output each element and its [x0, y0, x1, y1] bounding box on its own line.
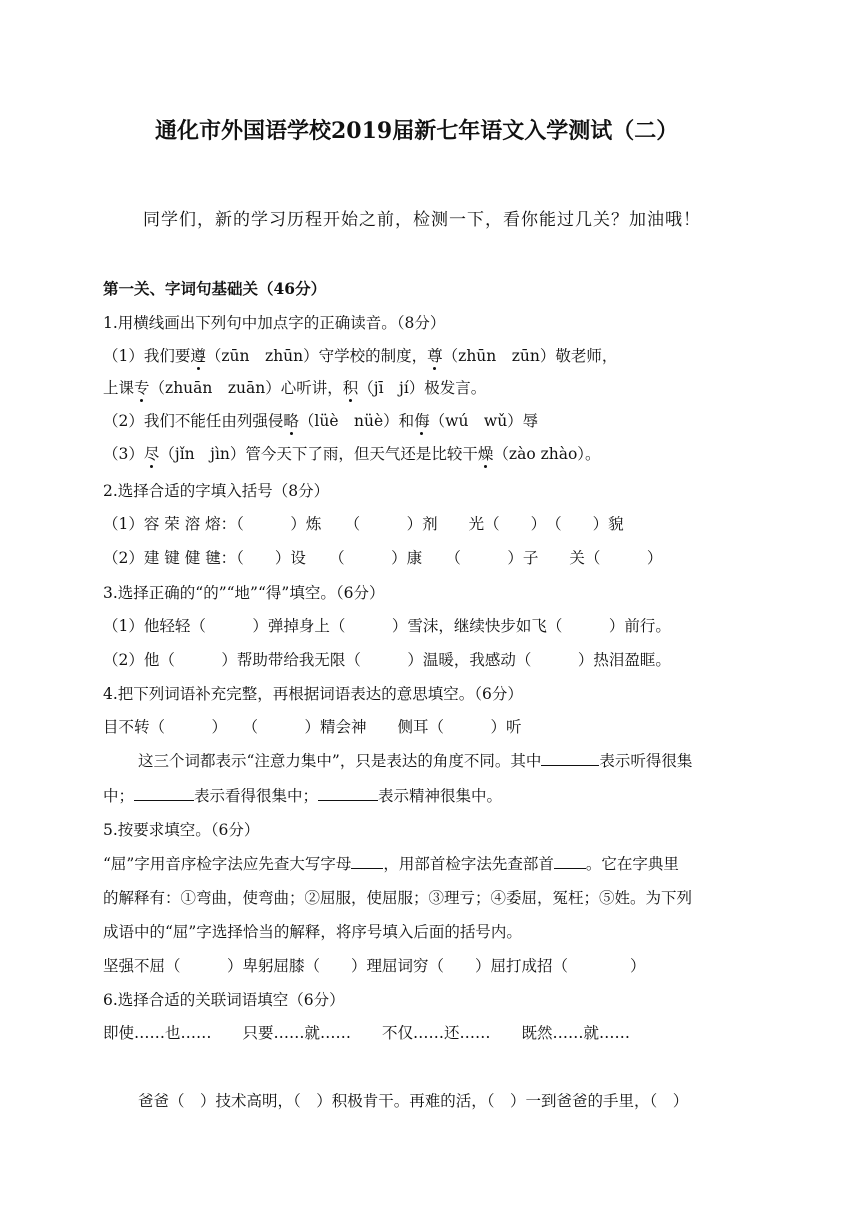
- intro-text: 同学们，新的学习历程开始之前，检测一下，看你能过几关？加油哦！: [143, 210, 701, 230]
- text: （zūn zhūn）守学校的制度，: [205, 347, 428, 365]
- dotted-char: 尽: [143, 445, 160, 463]
- question-6-options: 即使……也…… 只要……就…… 不仅……还…… 既然……就……: [103, 1024, 631, 1042]
- text: （2）我们不能任由列强侵: [103, 412, 284, 430]
- dotted-char: 尊: [427, 347, 443, 365]
- question-6-sentence: 爸爸（ ）技术高明，（ ）积极肯干。再难的活，（ ）一到爸爸的手里，（ ）: [138, 1092, 689, 1110]
- text: （zhūn zūn）敬老师，: [442, 347, 618, 365]
- question-5-line-2: 的解释有：①弯曲，使弯曲；②屈服，使屈服；③理亏；④委屈，冤枉；⑤姓。为下列: [103, 889, 693, 907]
- answer-blank[interactable]: [351, 854, 383, 869]
- question-4-words: 目不转（ ） （ ）精会神 侧耳（ ）听: [103, 718, 522, 736]
- dotted-char: 燥: [477, 445, 494, 463]
- question-6-heading: 6.选择合适的关联词语填空（6分）: [103, 991, 345, 1009]
- question-1-line-2: [103, 378, 486, 398]
- text: “屈”字用音序检字法应先查大写字母: [103, 855, 352, 873]
- question-2-heading: 2.选择合适的字填入括号（8分）: [103, 482, 330, 500]
- text: （wú wǔ）辱: [429, 412, 539, 430]
- text: 表示精神很集中。: [378, 787, 503, 805]
- answer-blank[interactable]: [554, 854, 586, 869]
- dotted-char: 积: [342, 379, 359, 397]
- text: （zào zhào）。: [493, 445, 601, 463]
- text: ，用部首检字法先查部首: [383, 855, 554, 873]
- dotted-char: 略: [283, 412, 299, 430]
- dotted-char: 专: [134, 379, 150, 397]
- question-1-line-3: [103, 411, 538, 431]
- text: （1）我们要: [103, 347, 191, 365]
- text: 。它在字典里: [585, 855, 679, 873]
- answer-blank[interactable]: [134, 786, 194, 801]
- section-heading: 第一关、字词句基础关（46分）: [103, 279, 327, 298]
- question-5-line-1: [103, 854, 679, 874]
- text: 表示听得很集: [599, 752, 693, 770]
- text: 这三个词都表示“注意力集中”，只是表达的角度不同。其中: [138, 752, 542, 770]
- question-1-heading: 1.用横线画出下列句中加点字的正确读音。（8分）: [103, 314, 446, 332]
- question-2-line-1: （1）容 荣 溶 熔：（ ）炼 （ ）剂 光（ ） （ ）貌: [103, 515, 624, 533]
- question-5-line-3: 成语中的“屈”字选择恰当的解释，将序号填入后面的括号内。: [103, 923, 522, 941]
- question-1-line-1: [103, 346, 617, 366]
- text: （jī jí）极发言。: [358, 379, 487, 397]
- page-title: 通化市外国语学校2019届新七年语文入学测试（二）: [155, 118, 679, 144]
- dotted-char: 遵: [190, 347, 206, 365]
- question-4-paragraph-1: [138, 751, 692, 771]
- text: 上课: [103, 379, 135, 397]
- text: 中；: [103, 787, 135, 805]
- text: （lüè nüè）和: [298, 412, 415, 430]
- question-3-line-1: （1）他轻轻（ ）弹掉身上（ ）雪沫，继续快步如飞（ ）前行。: [103, 617, 671, 635]
- text: （3）: [103, 445, 144, 463]
- question-5-line-4: 坚强不屈（ ）卑躬屈膝（ ）理屈词穷（ ）屈打成招（ ）: [103, 957, 646, 975]
- question-3-heading: 3.选择正确的“的”“地”“得”填空。（6分）: [103, 584, 385, 602]
- answer-blank[interactable]: [318, 786, 378, 801]
- question-3-line-2: （2）他（ ）帮助带给我无限（ ）温暖，我感动（ ）热泪盈眶。: [103, 651, 671, 669]
- question-4-heading: 4.把下列词语补充完整，再根据词语表达的意思填空。（6分）: [103, 685, 523, 703]
- text: （zhuān zuān）心听讲，: [149, 379, 343, 397]
- text: （jǐn jìn）管今天下了雨，但天气还是比较干: [159, 445, 478, 463]
- question-1-line-4: [103, 444, 601, 464]
- question-2-line-2: （2）建 键 健 毽：（ ）设 （ ）康 （ ）子 关（ ）: [103, 549, 663, 567]
- text: 表示看得很集中；: [194, 787, 319, 805]
- answer-blank[interactable]: [541, 751, 599, 766]
- dotted-char: 侮: [414, 412, 430, 430]
- question-5-heading: 5.按要求填空。（6分）: [103, 821, 260, 839]
- question-4-paragraph-2: [103, 786, 502, 806]
